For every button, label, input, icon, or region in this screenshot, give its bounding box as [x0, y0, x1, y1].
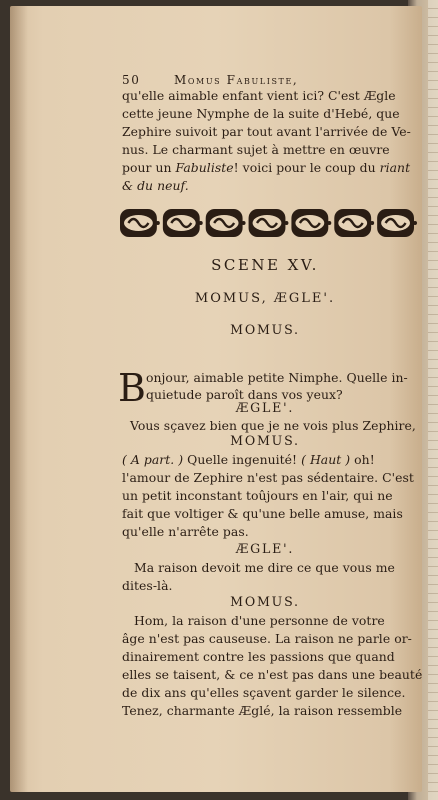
text-line: l'amour de Zephire n'est pas sédentaire. C'est: [122, 470, 414, 485]
ornament-unit: [163, 209, 203, 237]
text-line: Zephire suivoit par tout avant l'arrivée de Ve-: [122, 124, 411, 139]
text-line: qu'elle aimable enfant vient ici? C'est Ægle: [122, 88, 396, 103]
stage-direction: ( Haut ): [301, 452, 351, 467]
text-line: dites-là.: [122, 578, 173, 593]
drop-cap: B: [118, 366, 146, 410]
text-span: Quelle ingenuité!: [183, 452, 302, 467]
text-line: Tenez, charmante Æglé, la raison ressemble: [122, 703, 403, 718]
speaker-heading: MOMUS.: [230, 322, 300, 337]
running-title: Momus Fabuliste,: [174, 73, 299, 87]
text-line: quietude paroît dans vos yeux?: [146, 387, 343, 402]
page-edge-strip: [428, 0, 438, 800]
text-line: nus. Le charmant sujet à mettre en œuvre: [122, 142, 390, 157]
text-line: Ma raison devoit me dire ce que vous me: [134, 560, 395, 575]
text-line: [122, 159, 420, 177]
italic-span: Fabuliste: [175, 160, 234, 175]
text-line: qu'elle n'arrête pas.: [122, 524, 249, 539]
text-line: fait que voltiger & qu'une belle amuse, mais: [122, 506, 403, 521]
ornament-unit: [377, 209, 417, 237]
text-span: oh!: [350, 452, 375, 467]
italic-span: & du neuf.: [122, 178, 189, 193]
text-line: cette jeune Nymphe de la suite d'Hebé, que: [122, 106, 400, 121]
scene-title: SCENE XV.: [211, 256, 319, 274]
text-line: âge n'est pas causeuse. La raison ne parle or-: [122, 631, 412, 646]
ornament-unit: [334, 209, 374, 237]
ornamental-headpiece: [118, 205, 418, 241]
text-line: Vous sçavez bien que je ne vois plus Zephire,: [130, 418, 416, 433]
italic-span: riant: [379, 160, 411, 175]
page-number: 50: [122, 73, 141, 87]
text-line: onjour, aimable petite Nimphe. Quelle in-: [146, 370, 408, 385]
cast-list: MOMUS, ÆGLE'.: [194, 291, 336, 306]
text-span: pour un: [122, 160, 176, 175]
ornament-unit: [291, 209, 331, 237]
speaker-heading: MOMUS.: [230, 433, 300, 448]
ornament-unit: [249, 209, 289, 237]
text-line: [122, 177, 420, 195]
gutter-shadow: [10, 6, 28, 792]
text-span: ! voici pour le coup du: [233, 160, 380, 175]
text-line: de dix ans qu'elles sçavent garder le silence.: [122, 685, 406, 700]
ornament-unit: [206, 209, 246, 237]
speaker-heading: ÆGLE'.: [235, 400, 295, 415]
stage-direction: ( A part. ): [122, 452, 184, 467]
text-line: un petit inconstant toûjours en l'air, qui ne: [122, 488, 393, 503]
text-line: Hom, la raison d'une personne de votre: [134, 613, 385, 628]
text-line: [122, 451, 420, 469]
text-line: elles se taisent, & ce n'est pas dans une beauté: [122, 667, 423, 682]
speaker-heading: MOMUS.: [230, 594, 300, 609]
text-line: dinairement contre les passions que quand: [122, 649, 395, 664]
ornament-unit: [120, 209, 160, 237]
speaker-heading: ÆGLE'.: [235, 541, 295, 556]
